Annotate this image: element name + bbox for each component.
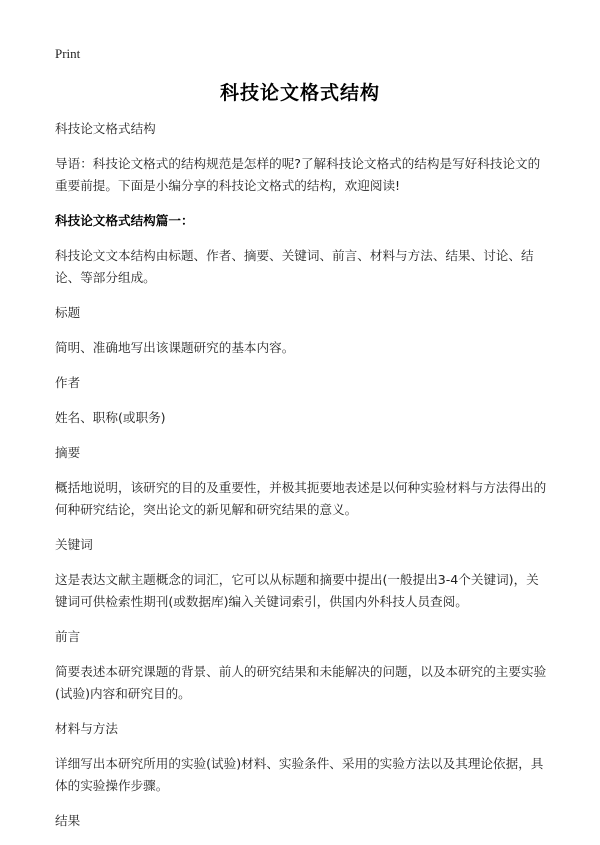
paragraph-materials-desc: 详细写出本研究所用的实验(试验)材料、实验条件、采用的实验方法以及其理论依据，具体的实验操作步骤。 (55, 756, 544, 793)
label-abstract: 摘要 (55, 445, 81, 460)
label-keywords: 关键词 (55, 537, 93, 552)
label-preface: 前言 (55, 629, 81, 644)
paragraph-title-desc: 简明、准确地写出该课题研究的基本内容。 (55, 340, 295, 355)
document-body (55, 118, 550, 845)
label-title: 标题 (55, 305, 81, 320)
paragraph-structure: 科技论文文本结构由标题、作者、摘要、关键词、前言、材料与方法、结果、讨论、结论、等部分组成。 (55, 248, 534, 285)
paragraph-subtitle: 科技论文格式结构 (55, 121, 156, 136)
label-materials-methods: 材料与方法 (55, 721, 118, 736)
label-results: 结果 (55, 813, 81, 828)
document-title: 科技论文格式结构 (219, 82, 380, 104)
paragraph-preface-desc: 简要表述本研究课题的背景、前人的研究结果和未能解决的问题，以及本研究的主要实验(试验)内容和研究目的。 (55, 664, 547, 701)
label-author: 作者 (55, 375, 81, 390)
paragraph-author-desc: 姓名、职称(或职务) (55, 410, 166, 425)
paragraph-intro: 导语：科技论文格式的结构规范是怎样的呢?了解科技论文格式的结构是写好科技论文的重要前提。下面是小编分享的科技论文格式的结构，欢迎阅读! (55, 156, 541, 193)
section-heading: 科技论文格式结构篇一： (55, 213, 194, 228)
print-label[interactable]: Print (55, 46, 81, 61)
paragraph-keywords-desc: 这是表达文献主题概念的词汇，它可以从标题和摘要中提出(一般提出3-4个关键词)，关键词可供检索性期刊(或数据库)编入关键词索引，供国内外科技人员查阅。 (55, 572, 539, 609)
paragraph-abstract-desc: 概括地说明，该研究的目的及重要性，并极其扼要地表述是以何种实验材料与方法得出的何种研究结论，突出论文的新见解和研究结果的意义。 (55, 480, 547, 517)
